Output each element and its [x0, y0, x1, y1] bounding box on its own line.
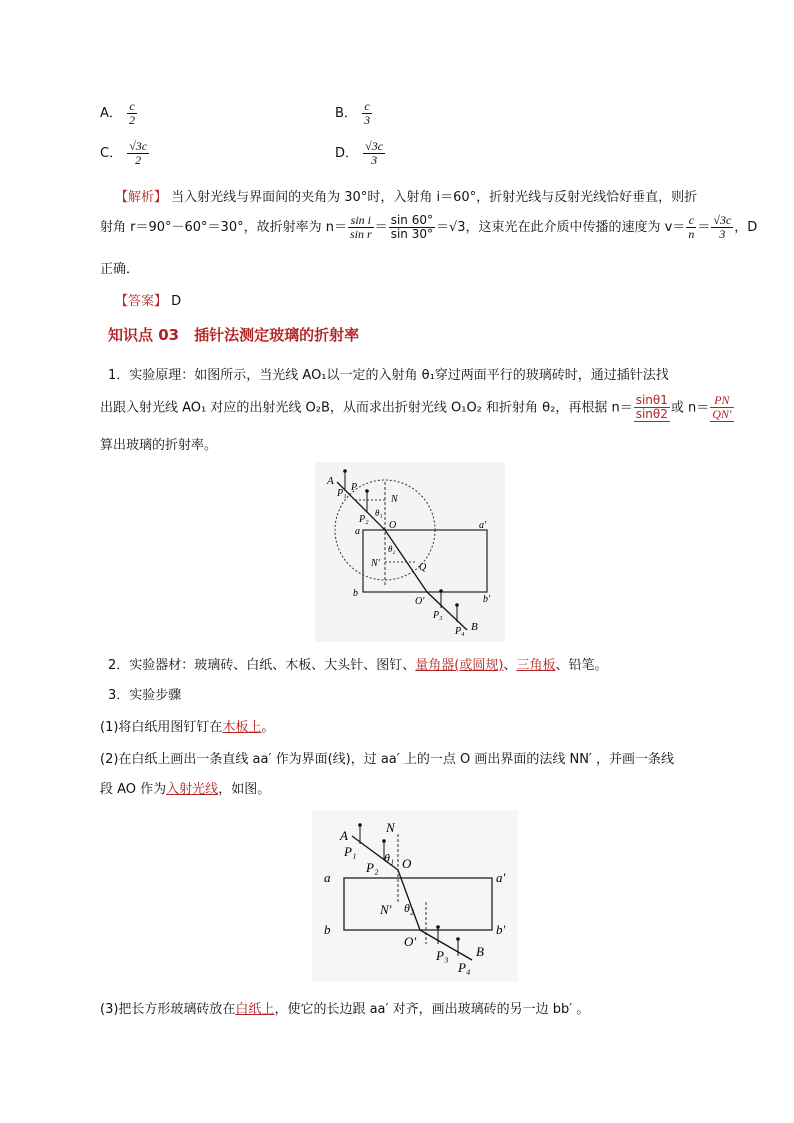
analysis-line2: [100, 214, 757, 241]
step1-underlined: 木板上: [222, 720, 262, 735]
steps-title: 3．实验步骤: [108, 688, 182, 703]
fig2-label-b-prime: b′: [496, 922, 506, 937]
analysis-line3: 正确．: [100, 262, 140, 277]
option-b: [335, 100, 373, 127]
fig1-label-a: a: [355, 526, 360, 537]
analysis-text2a: 射角 r＝90°－60°＝30°，故折射率为 n＝: [100, 220, 347, 236]
step3-line: [100, 998, 589, 1017]
fig1-label-P4: P₄: [455, 626, 465, 637]
analysis-fraction-speed: $\frac{√3c}{3}$: [713, 213, 732, 242]
fig1-label-b: b: [353, 588, 358, 599]
fig1-label-B: B: [471, 621, 478, 633]
option-c-label: C．: [100, 146, 123, 162]
fig1-label-N-prime: N′: [371, 558, 380, 569]
step2-line2: [100, 778, 270, 797]
materials-line: [108, 654, 607, 673]
analysis-fraction-c-n: $\frac{c}{n}$: [688, 213, 695, 242]
step2-line1: (2)在白纸上画出一条直线 aa′ 作为界面(线)，过 aa′ 上的一点 O 画出界面的法线 NN′ ，并画一条线: [100, 752, 675, 767]
step2-text-a: 段 AO 作为: [100, 782, 167, 797]
analysis-eq2: ＝: [697, 220, 711, 236]
step3-text-b: ，使它的长边跟 aa′ 对齐，画出玻璃砖的另一边 bb′ 。: [274, 1002, 590, 1017]
option-d-fraction: $\frac{√3c}{3}$: [365, 139, 384, 168]
principle-line2: [100, 394, 735, 422]
step1-text-a: (1)将白纸用图钉钉在: [100, 720, 223, 735]
option-b-label: B．: [335, 106, 357, 122]
step2-text-b: ，如图。: [218, 782, 271, 797]
option-d: [335, 140, 386, 167]
materials-suffix: 、铅笔。: [555, 658, 608, 673]
fig2-label-theta1: θ₁: [384, 851, 395, 865]
principle-fraction-pn: $\frac{PN}{QN'}$: [712, 393, 732, 422]
fig1-label-P: P: [351, 482, 358, 493]
answer-tag: 【答案】: [115, 294, 168, 309]
materials-protractor: 量角器(或圆规): [415, 658, 504, 673]
answer-value: D: [171, 294, 182, 309]
step2-underlined: 入射光线: [166, 782, 219, 797]
principle-fraction-sin: $\frac{\sin\theta 1}{\sin\theta 2}$: [635, 393, 668, 422]
step1-line: [100, 716, 274, 735]
fig2-label-b: b: [324, 922, 331, 937]
principle-text2a: 出跟入射光线 AO₁ 对应的出射光线 O₂B，从而求出折射光线 O₁O₂ 和折射角 θ₂，再根据 n＝: [100, 400, 633, 416]
fig1-label-O-prime: O′: [415, 596, 425, 607]
fig2-label-P1: P₁: [344, 844, 357, 859]
fig2-label-N: N: [386, 820, 395, 835]
option-a-label: A．: [100, 106, 122, 122]
fig2-label-A: A: [340, 828, 348, 843]
fig2-label-B: B: [476, 944, 484, 959]
fig2-label-P2: P₂: [366, 860, 379, 875]
option-d-label: D．: [335, 146, 359, 162]
analysis-text1: 当入射光线与界面间的夹角为 30°时，入射角 i＝60°，折射光线与反射光线恰好垂直，则折: [171, 190, 698, 205]
materials-sep: 、: [503, 658, 517, 673]
fig2-label-a-prime: a′: [496, 870, 506, 885]
analysis-fraction-sin-ratio: $\frac{\text{sin i}}{\text{sin r}}$: [349, 213, 372, 242]
fig1-label-A: A: [327, 475, 334, 487]
fig1-label-b-prime: b′: [483, 594, 491, 605]
analysis-eq: ＝: [374, 220, 388, 236]
fig2-label-N-prime: N′: [380, 902, 392, 917]
materials-triangle: 三角板: [516, 658, 556, 673]
fig1-label-P2: P₂: [359, 514, 369, 525]
fig2-label-theta2: θ₂: [404, 901, 415, 915]
analysis-tag: 【解析】: [115, 190, 168, 205]
fig2-label-O: O: [402, 856, 412, 871]
figure-refraction-circle: [315, 462, 505, 642]
step3-underlined: 白纸上: [235, 1002, 275, 1017]
section-title: 知识点 03 插针法测定玻璃的折射率: [108, 326, 360, 344]
fig1-label-theta2: θ₂: [388, 544, 396, 554]
analysis-fraction-sin-values: $\frac{\sin 60^\circ}{\sin 30^\circ}$: [390, 213, 433, 242]
principle-line1: 1．实验原理：如图所示，当光线 AO₁以一定的入射角 θ₁穿过两面平行的玻璃砖时，通过插针法找: [108, 368, 669, 383]
fig2-label-P4: P₄: [458, 960, 471, 975]
analysis-text2c: ，D: [734, 220, 758, 236]
option-a: [100, 100, 138, 127]
step1-text-b: 。: [261, 720, 275, 735]
fig1-label-P3: P₃: [433, 610, 443, 621]
option-c-fraction: $\frac{√3c}{2}$: [129, 139, 148, 168]
materials-prefix: 2．实验器材：玻璃砖、白纸、木板、大头针、图钉、: [108, 658, 416, 673]
fig1-label-theta1: θ₁: [375, 508, 383, 518]
fig1-label-O: O: [389, 520, 397, 531]
fig1-label-P1: P₁: [337, 488, 347, 499]
fig2-label-O-prime: O′: [404, 934, 417, 949]
fig1-label-a-prime: a′: [479, 520, 487, 531]
option-c: [100, 140, 150, 167]
principle-or: 或 n＝: [670, 400, 710, 416]
analysis-line1: [115, 186, 697, 205]
step3-text-a: (3)把长方形玻璃砖放在: [100, 1002, 236, 1017]
principle-line3: 算出玻璃的折射率。: [100, 438, 218, 453]
fig1-label-Q: Q: [419, 562, 427, 573]
fig2-label-a: a: [324, 870, 331, 885]
fig1-label-N: N: [391, 494, 398, 505]
answer-line: [115, 290, 181, 309]
figure-pin-method: [312, 810, 518, 982]
analysis-text2b: ＝√3，这束光在此介质中传播的速度为 v＝: [435, 220, 686, 236]
fig2-label-P3: P₃: [436, 948, 449, 963]
option-a-fraction: $\frac{c}{2}$: [129, 99, 136, 128]
option-b-fraction: $\frac{c}{3}$: [364, 99, 371, 128]
